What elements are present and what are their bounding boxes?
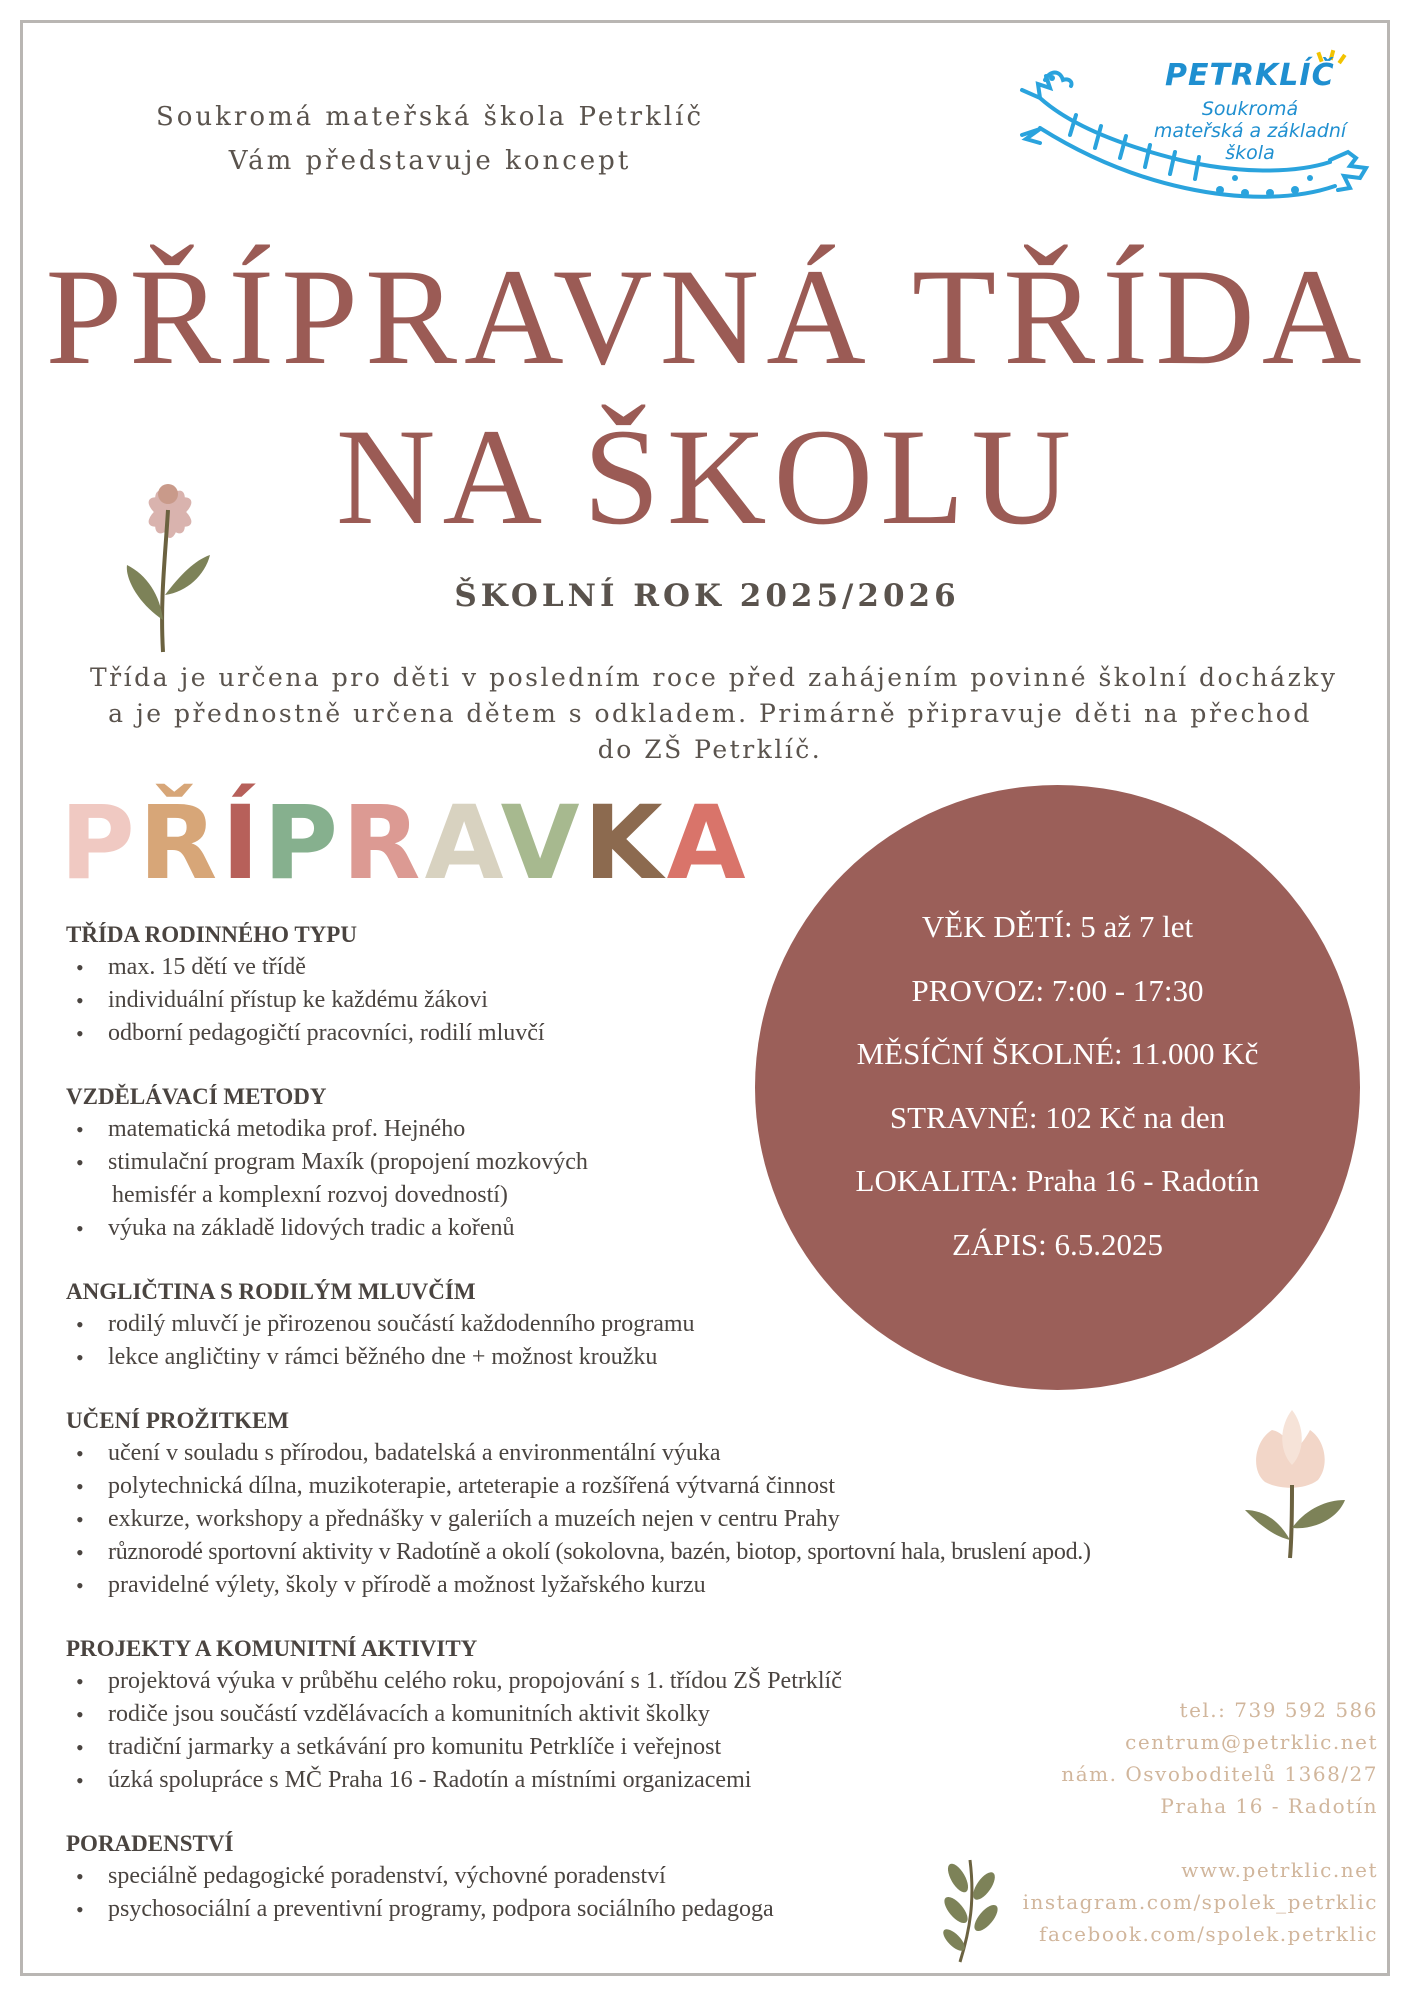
list-item: • odborní pedagogičtí pracovníci, rodilí mluvčí [66,1017,1326,1050]
info-location: LOKALITA: Praha 16 - Radotín [855,1163,1260,1198]
contact-email: centrum@petrklic.net [1125,1730,1378,1754]
intro-line-1: Soukromá mateřská škola Petrklíč [155,102,705,132]
section-heading: PROJEKTY A KOMUNITNÍ AKTIVITY [66,1636,478,1661]
list-item-text: stimulační program Maxík (propojení mozkových [108,1149,588,1175]
info-enrollment: ZÁPIS: 6.5.2025 [952,1226,1163,1262]
tulip-icon [1230,1410,1355,1560]
decor-word-text [60,783,750,903]
list-item: • rodiče jsou součástí vzdělávacích a komunitních aktivit školky [66,1698,1326,1731]
section-methods [66,1080,1326,1245]
contact-facebook: facebook.com/spolek.petrklic [1039,1922,1378,1946]
leaf-branch-icon [930,1850,1010,1965]
decor-letter: P [263,784,343,903]
logo-sub-line-2: mateřská a základní [1153,120,1347,142]
decor-letter: V [500,784,584,903]
info-age: VĚK DĚTÍ: 5 až 7 let [921,909,1194,944]
section-english [66,1275,1326,1374]
list-item: • lekce angličtiny v rámci běžného dne + možnost kroužku [66,1341,1326,1374]
list-item [66,1146,1326,1212]
description-line-3: do ZŠ Petrklíč. [597,735,823,764]
list-item: • polytechnická dílna, muzikoterapie, arteterapie a rozšířená výtvarná činnost [66,1470,1326,1503]
section-heading: UČENÍ PROŽITKEM [66,1408,289,1433]
decor-letter: Ř [138,784,222,903]
list-item: • různorodé sportovní aktivity v Radotíně a okolí (sokolovna, bazén, biotop, sportovní hala, bruslení apod.) [66,1536,1326,1569]
info-meals: STRAVNÉ: 102 Kč na den [889,1099,1226,1135]
description-line-1: Třída je určena pro děti v posledním roce před zahájením povinné školní docházky [90,663,1338,692]
list-item: • matematická metodika prof. Hejného [66,1113,1326,1146]
main-title-line-2: NA ŠKOLU [335,400,1079,553]
list-item: • projektová výuka v průběhu celého roku, propojování s 1. třídou ZŠ Petrklíč [66,1665,1326,1698]
decor-letter: A [666,784,750,903]
contact-block [958,1694,1378,1822]
contact-phone: tel.: 739 592 586 [1179,1698,1378,1722]
logo-sub-line-3: škola [1225,142,1275,164]
info-hours: PROVOZ: 7:00 - 17:30 [911,972,1204,1008]
section-family [66,918,1326,1050]
list-item: • individuální přístup ke každému žákovi [66,984,1326,1017]
decor-word [60,750,750,903]
list-item: • speciálně pedagogické poradenství, výchovné poradenství [66,1860,1326,1893]
contact-web: www.petrklic.net [1181,1858,1378,1882]
intro-line-2: Vám představuje koncept [228,146,632,176]
list-item: • učení v souladu s přírodou, badatelská a environmentální výuka [66,1437,1326,1470]
contact-instagram: instagram.com/spolek_petrklic [1022,1890,1378,1914]
section-heading: PORADENSTVÍ [66,1831,234,1856]
contact-links [958,1854,1378,1950]
flower-icon [115,480,225,655]
list-item: • exkurze, workshopy a přednášky v galeriích a muzeích nejen v centru Prahy [66,1503,1326,1536]
info-fee: MĚSÍČNÍ ŠKOLNÉ: 11.000 Kč [856,1036,1259,1071]
main-title-line-1: PŘÍPRAVNÁ TŘÍDA [45,240,1369,393]
list-item: • rodilý mluvčí je přirozenou součástí každodenního programu [66,1308,1326,1341]
decor-letter: A [424,784,501,903]
section-experience [66,1404,1326,1602]
school-year: ŠKOLNÍ ROK 2025/2026 [454,578,960,614]
description-line-2: a je přednostně určena dětem s odkladem. Primárně připravuje děti na přechod [108,699,1312,728]
decor-letter: R [342,784,425,903]
logo-title: PETRKLÍČ [1165,58,1335,93]
section-heading: ANGLIČTINA S RODILÝM MLUVČÍM [66,1279,476,1304]
list-item: • psychosociální a preventivní programy, podpora sociálního pedagoga [66,1893,1326,1926]
list-item: • výuka na základě lidových tradic a kořenů [66,1212,1326,1245]
list-item: • max. 15 dětí ve třídě [66,951,1326,984]
decor-letter: Í [221,784,264,903]
list-item: • pravidelné výlety, školy v přírodě a možnost lyžařského kurzu [66,1569,1326,1602]
list-item-continuation: hemisfér a komplexní rozvoj dovedností) [112,1182,508,1208]
contact-city: Praha 16 - Radotín [1160,1794,1378,1818]
section-heading: TŘÍDA RODINNÉHO TYPU [66,922,357,947]
list-item: • tradiční jarmarky a setkávání pro komunitu Petrklíče i veřejnost [66,1731,1326,1764]
logo-sub-line-1: Soukromá [1201,98,1299,120]
decor-letter: K [583,784,667,903]
logo-subtitle [1130,98,1370,164]
section-heading: VZDĚLÁVACÍ METODY [66,1084,327,1109]
decor-letter: P [60,784,139,903]
list-item: • úzká spolupráce s MČ Praha 16 - Radotín a místními organizacemi [66,1764,1326,1797]
contact-address: nám. Osvoboditelů 1368/27 [1061,1762,1378,1786]
